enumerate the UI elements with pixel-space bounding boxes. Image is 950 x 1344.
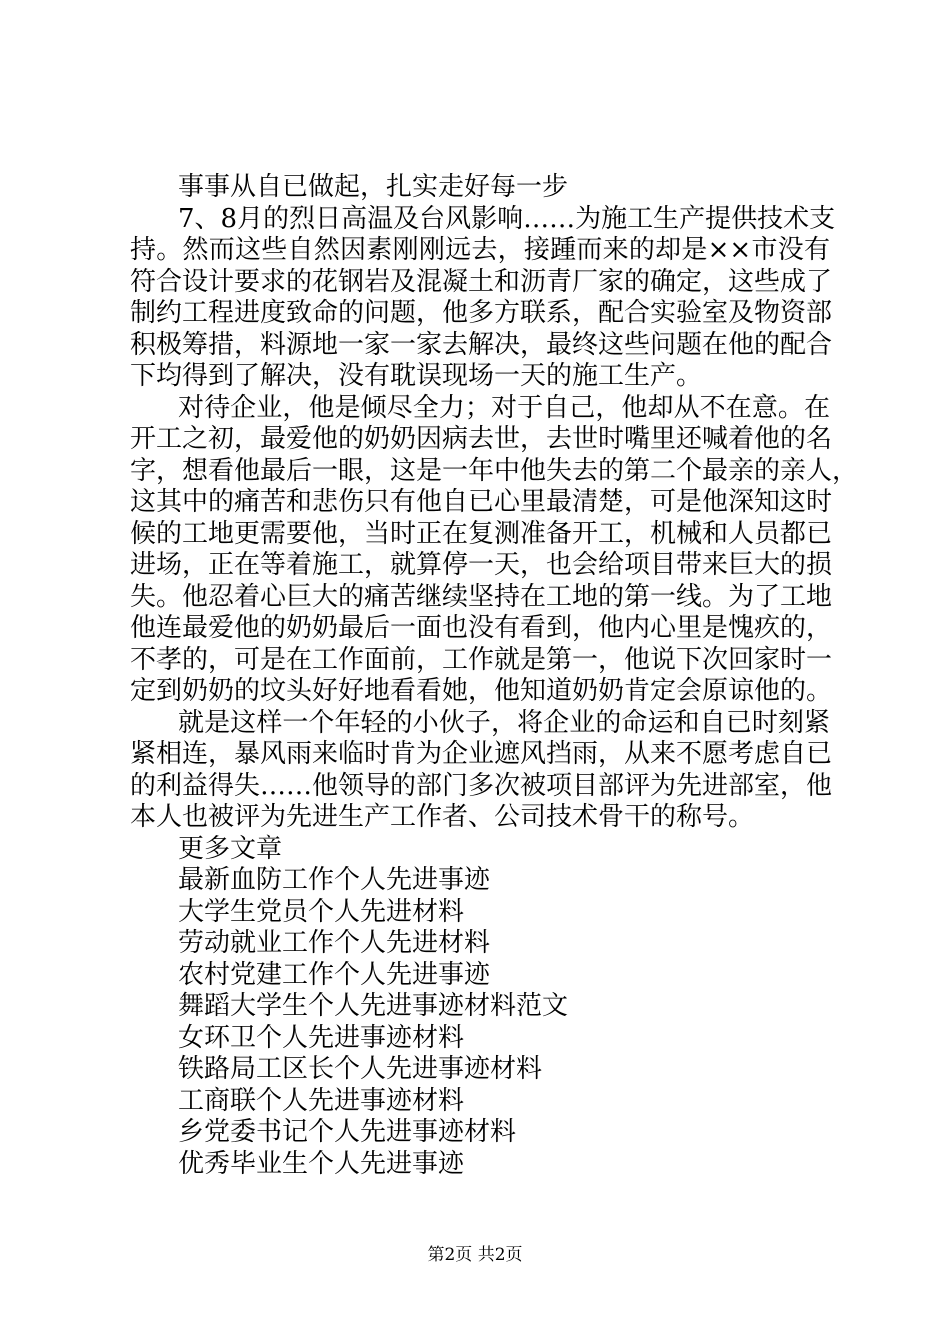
paragraph-line: 他连最爱他的奶奶最后一面也没有看到，他内心里是愧疚的， xyxy=(130,613,833,643)
more-article-link[interactable]: 女环卫个人先进事迹材料 xyxy=(178,1022,465,1053)
paragraph-line: 紧相连，暴风雨来临时肯为企业遮风挡雨，从来不愿考虑自已 xyxy=(130,739,833,769)
paragraph-2 xyxy=(130,392,859,708)
more-article-link[interactable]: 优秀毕业生个人先进事迹 xyxy=(178,1148,465,1179)
paragraph-line: 对待企业，他是倾尽全力；对于自己，他却从不在意。在 xyxy=(178,392,830,423)
paragraph-line: 不孝的，可是在工作面前，工作就是第一，他说下次回家时一 xyxy=(130,644,833,675)
article-heading: 事事从自已做起，扎实走好每一步 xyxy=(178,172,569,202)
more-article-link[interactable]: 最新血防工作个人先进事迹 xyxy=(178,865,491,895)
more-article-link[interactable]: 舞蹈大学生个人先进事迹材料范文 xyxy=(178,991,569,1021)
more-article-link[interactable]: 铁路局工区长个人先进事迹材料 xyxy=(178,1054,543,1084)
more-article-link[interactable]: 农村党建工作个人先进事迹 xyxy=(178,959,491,990)
paragraph-1 xyxy=(130,203,836,393)
paragraph-line: 制约工程进度致命的问题，他多方联系，配合实验室及物资部 xyxy=(130,298,833,328)
paragraph-line: 字，想看他最后一眼，这是一年中他失去的第二个最亲的亲人， xyxy=(130,455,859,486)
paragraph-line: 定到奶奶的坟头好好地看看她，他知道奶奶肯定会原谅他的。 xyxy=(130,676,833,706)
paragraph-line: 候的工地更需要他，当时正在复测准备开工，机械和人员都已 xyxy=(130,518,833,549)
paragraph-line: 进场，正在等着施工，就算停一天，也会给项目带来巨大的损 xyxy=(130,550,833,580)
more-article-link[interactable]: 工商联个人先进事迹材料 xyxy=(178,1085,465,1116)
paragraph-line: 本人也被评为先进生产工作者、公司技术骨干的称号。 xyxy=(130,802,755,832)
paragraph-line: 符合设计要求的花钢岩及混凝土和沥青厂家的确定，这些成了 xyxy=(130,266,833,297)
paragraph-line: 积极筹措，料源地一家一家去解决，最终这些问题在他的配合 xyxy=(130,329,833,360)
page-number-footer: 第2页 共2页 xyxy=(427,1245,523,1265)
paragraph-line: 的利益得失……他领导的部门多次被项目部评为先进部室，他 xyxy=(130,770,833,801)
more-article-link[interactable]: 乡党委书记个人先进事迹材料 xyxy=(178,1117,517,1147)
paragraph-line: 失。他忍着心巨大的痛苦继续坚持在工地的第一线。为了工地 xyxy=(130,581,833,612)
paragraph-3 xyxy=(130,707,833,834)
more-articles-title: 更多文章 xyxy=(178,833,283,864)
paragraph-line: 持。然而这些自然因素刚刚远去，接踵而来的却是××市没有 xyxy=(130,235,830,265)
article-body xyxy=(130,172,859,1180)
paragraph-line: 这其中的痛苦和悲伤只有他自已心里最清楚，可是他深知这时 xyxy=(130,487,833,517)
more-article-link[interactable]: 大学生党员个人先进材料 xyxy=(178,896,465,927)
paragraph-line: 就是这样一个年轻的小伙子，将企业的命运和自已时刻紧 xyxy=(178,707,830,738)
more-article-link[interactable]: 劳动就业工作个人先进材料 xyxy=(178,928,491,958)
paragraph-line: 下均得到了解决，没有耽误现场一天的施工生产。 xyxy=(130,361,703,391)
paragraph-line: 7、8月的烈日高温及台风影响……为施工生产提供技术支 xyxy=(178,203,836,234)
paragraph-line: 开工之初，最爱他的奶奶因病去世，去世时嘴里还喊着他的名 xyxy=(130,424,833,454)
more-articles-list xyxy=(130,865,830,1180)
